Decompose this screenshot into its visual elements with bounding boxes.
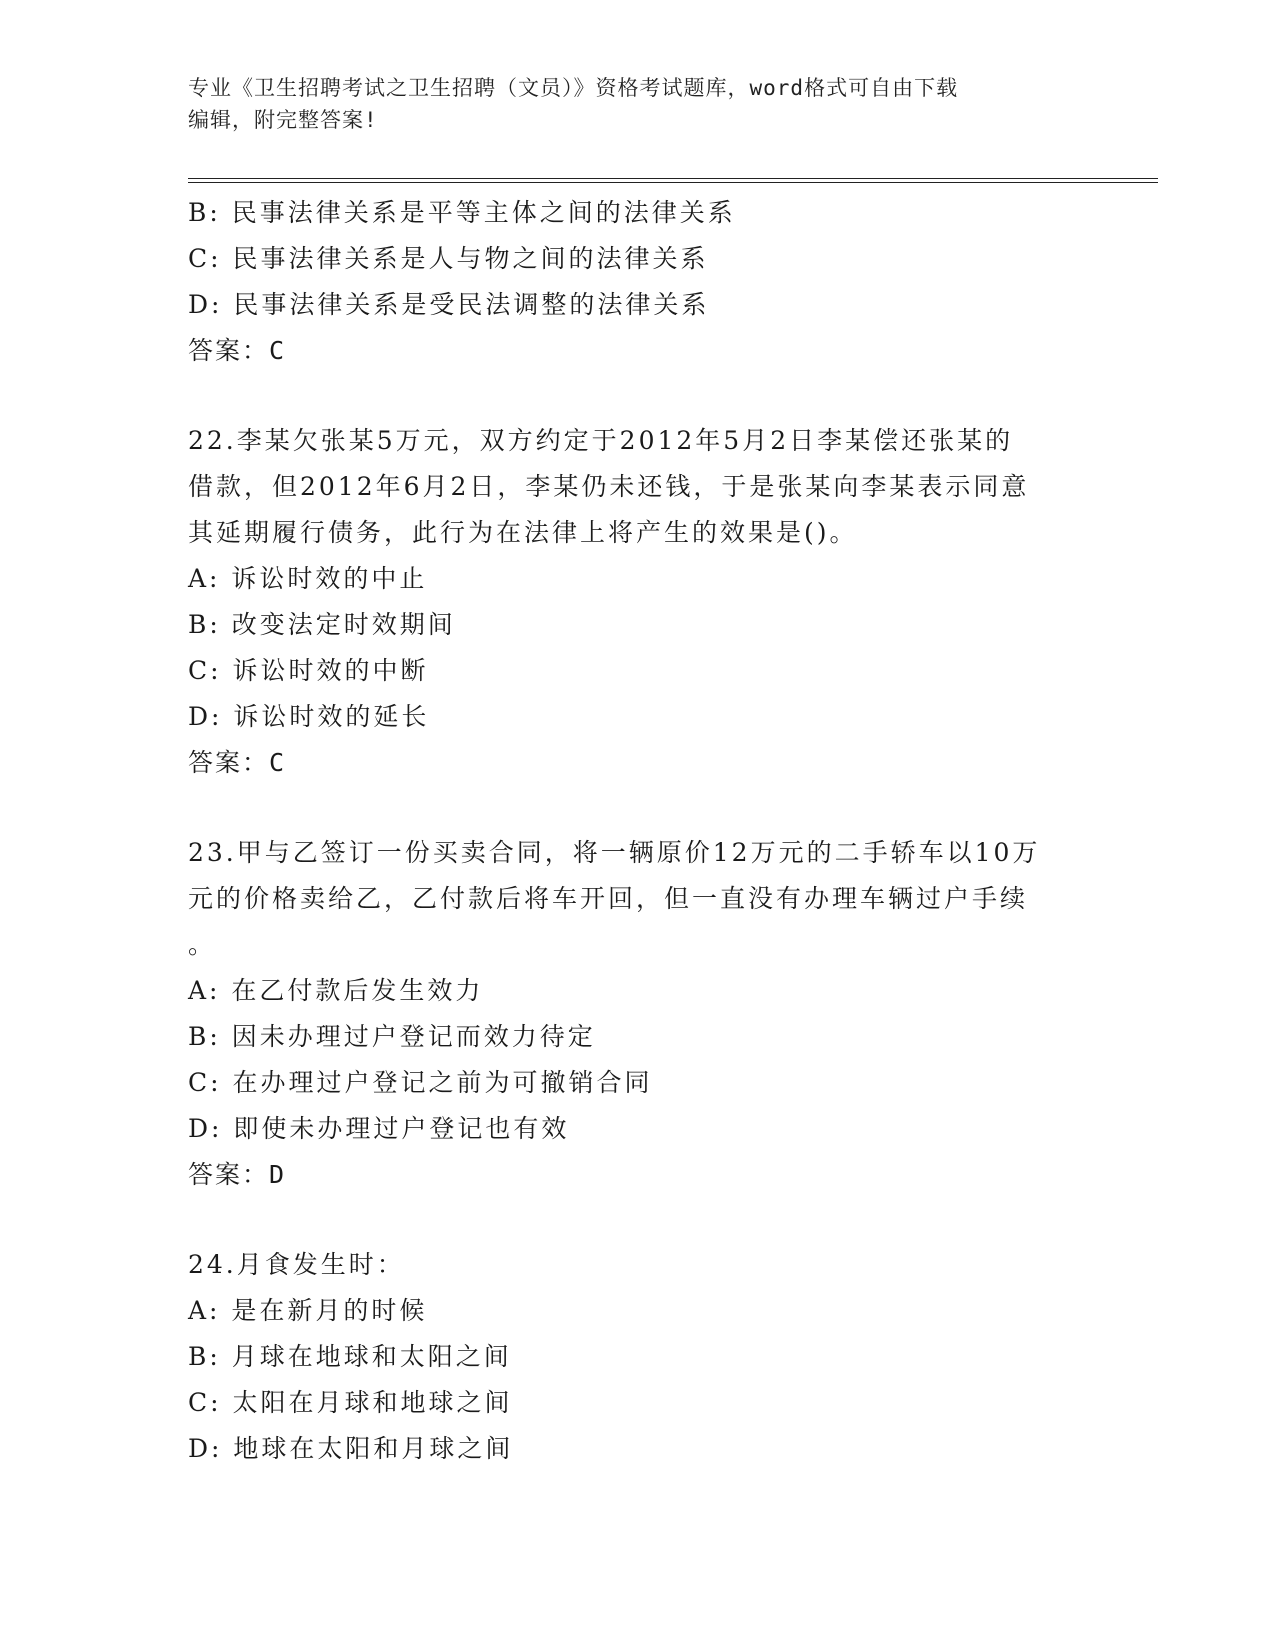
option-c: C: 在办理过户登记之前为可撤销合同 xyxy=(188,1068,653,1097)
question-24 xyxy=(188,1242,1088,1472)
option-c: C: 太阳在月球和地球之间 xyxy=(188,1388,513,1417)
option-a: A: 诉讼时效的中止 xyxy=(188,564,428,593)
question-stem-line: 23.甲与乙签订一份买卖合同，将一辆原价12万元的二手轿车以10万 xyxy=(188,838,1041,867)
header-line-2: 编辑，附完整答案! xyxy=(188,108,378,132)
question-21-continued xyxy=(188,190,1088,374)
option-b: B: 因未办理过户登记而效力待定 xyxy=(188,1022,596,1051)
question-stem-line: 借款，但2012年6月2日，李某仍未还钱，于是张某向李某表示同意 xyxy=(188,472,1030,501)
option-c: C: 诉讼时效的中断 xyxy=(188,656,429,685)
option-d: D: 即使未办理过户登记也有效 xyxy=(188,1114,570,1143)
answer-line: 答案：C xyxy=(188,336,287,365)
answer-line: 答案：C xyxy=(188,748,287,777)
answer-line: 答案：D xyxy=(188,1160,287,1189)
option-c: C: 民事法律关系是人与物之间的法律关系 xyxy=(188,244,709,273)
question-stem-line: 元的价格卖给乙，乙付款后将车开回，但一直没有办理车辆过户手续 xyxy=(188,884,1029,913)
option-b: B: 改变法定时效期间 xyxy=(188,610,456,639)
option-a: A: 在乙付款后发生效力 xyxy=(188,976,484,1005)
option-d: D: 地球在太阳和月球之间 xyxy=(188,1434,514,1463)
header-line-1: 专业《卫生招聘考试之卫生招聘（文员）》资格考试题库，word格式可自由下载 xyxy=(188,76,959,100)
question-stem-line: 24.月食发生时： xyxy=(188,1250,405,1279)
question-23 xyxy=(188,830,1088,1198)
option-d: D: 民事法律关系是受民法调整的法律关系 xyxy=(188,290,710,319)
question-22 xyxy=(188,418,1088,786)
option-d: D: 诉讼时效的延长 xyxy=(188,702,430,731)
question-stem-line: 22.李某欠张某5万元，双方约定于2012年5月2日李某偿还张某的 xyxy=(188,426,1014,455)
question-content xyxy=(188,190,1088,1472)
option-b: B: 民事法律关系是平等主体之间的法律关系 xyxy=(188,198,736,227)
option-a: A: 是在新月的时候 xyxy=(188,1296,428,1325)
option-b: B: 月球在地球和太阳之间 xyxy=(188,1342,512,1371)
header-divider xyxy=(188,178,1158,183)
question-stem-line: 。 xyxy=(188,930,217,959)
page-header xyxy=(188,72,1068,136)
question-stem-line: 其延期履行债务，此行为在法律上将产生的效果是()。 xyxy=(188,518,858,547)
